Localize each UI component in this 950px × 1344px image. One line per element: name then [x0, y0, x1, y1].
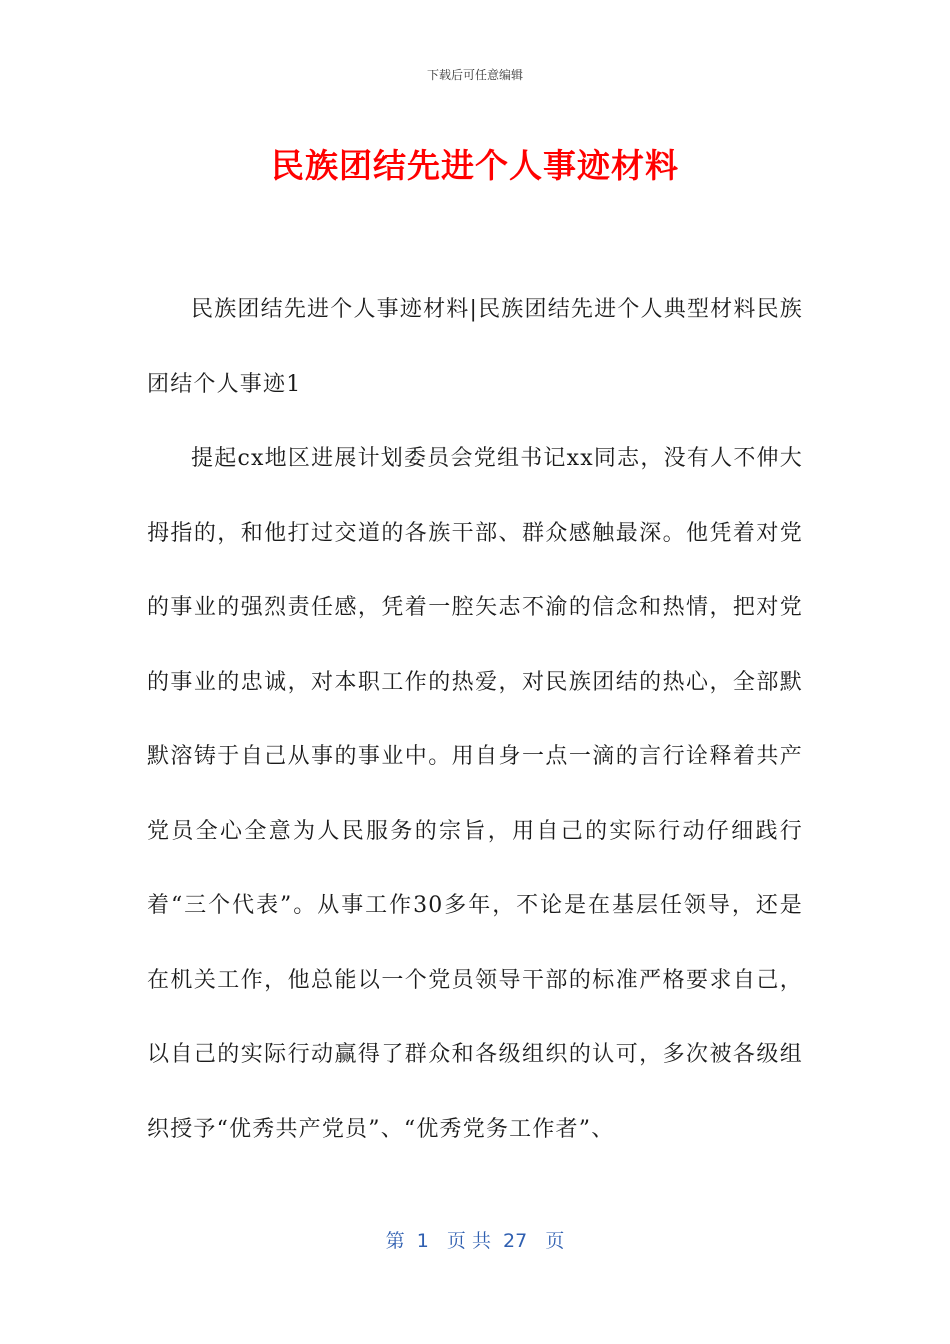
- paragraph-intro: 民族团结先进个人事迹材料|民族团结先进个人典型材料民族团结个人事迹1: [147, 297, 803, 397]
- header-note: 下载后可任意编辑: [426, 68, 523, 82]
- document-title: 民族团结先进个人事迹材料: [271, 146, 679, 185]
- paragraph-main: 提起cx地区进展计划委员会党组书记xx同志，没有人不伸大拇指的，和他打过交道的各族干部、群众感触最深。他凭着对党的事业的强烈责任感，凭着一腔矢志不渝的信念和热情，把对党的事业的忠诚，对本职工作的热爱，对民族团结的热心，全部默默溶铸于自己从事的事业中。用自身一点一滴的言行诠释着共产党员全心全意为人民服务的宗旨，用自己的实际行动仔细践行着“三个代表”。从事工作30多年，不论是在基层任领导，还是在机关工作，他总能以一个党员领导干部的标准严格要求自己，以自己的实际行动赢得了群众和各级组织的认可，多次被各级组织授予“优秀共产党员”、“优秀党务工作者”、: [147, 446, 803, 1142]
- document-body: [147, 273, 803, 1167]
- page-number-footer: 第 1 页 共 27 页: [385, 1230, 565, 1252]
